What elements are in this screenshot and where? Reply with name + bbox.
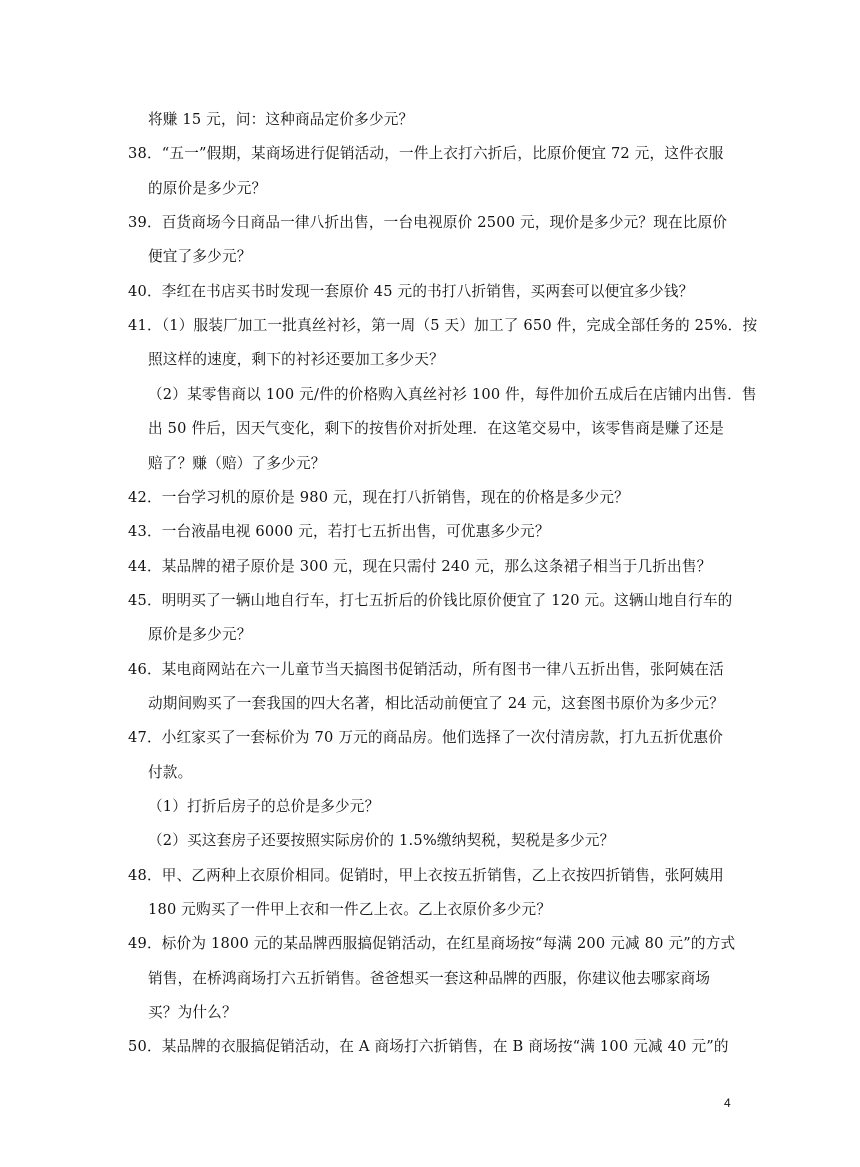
text-line: （2）某零售商以 100 元/件的价格购入真丝衬衫 100 件，每件加价五成后在店铺内出售．售 xyxy=(148,386,757,403)
text-line: 41．（1）服装厂加工一批真丝衬衫，第一周（5 天）加工了 650 件，完成全部任务的 25%．按 xyxy=(128,317,758,334)
text-line: 原价是多少元？ xyxy=(148,626,252,643)
text-line: 44．某品牌的裙子原价是 300 元，现在只需付 240 元，那么这条裙子相当于几折出售？ xyxy=(128,558,712,575)
text-line: （1）打折后房子的总价是多少元？ xyxy=(148,798,380,815)
text-line: 46．某电商网站在六一儿童节当天搞图书促销活动，所有图书一律八五折出售，张阿姨在活 xyxy=(128,661,724,678)
text-line: 45．明明买了一辆山地自行车，打七五折后的价钱比原价便宜了 120 元。这辆山地自行车的 xyxy=(128,592,733,609)
text-line: （2）买这套房子还要按照实际房价的 1.5%缴纳契税，契税是多少元？ xyxy=(148,832,615,849)
text-line: 48．甲、乙两种上衣原价相同。促销时，甲上衣按五折销售，乙上衣按四折销售，张阿姨用 xyxy=(128,867,724,884)
text-line: 47．小红家买了一套标价为 70 万元的商品房。他们选择了一次付清房款，打九五折优惠价 xyxy=(128,729,723,746)
text-line: 动期间购买了一套我国的四大名著，相比活动前便宜了 24 元，这套图书原价为多少元？ xyxy=(148,695,725,712)
text-line: 买？为什么？ xyxy=(148,1004,237,1021)
text-line: 将赚 15 元，问：这种商品定价多少元？ xyxy=(148,111,414,128)
text-line: 40．李红在书店买书时发现一套原价 45 元的书打八折销售，买两套可以便宜多少钱？ xyxy=(128,283,694,300)
text-line: 42．一台学习机的原价是 980 元，现在打八折销售，现在的价格是多少元？ xyxy=(128,489,629,506)
text-line: 出 50 件后，因天气变化，剩下的按售价对折处理．在这笔交易中，该零售商是赚了还是 xyxy=(148,420,725,437)
text-line: 的原价是多少元？ xyxy=(148,180,267,197)
text-line: 付款。 xyxy=(148,764,193,781)
text-line: 照这样的速度，剩下的衬衫还要加工多少天？ xyxy=(148,351,444,368)
text-line: 50．某品牌的衣服搞促销活动，在 A 商场打六折销售，在 B 商场按“满 100 元减 40 元”的 xyxy=(128,1038,729,1055)
text-line: 销售，在桥鸿商场打六五折销售。爸爸想买一套这种品牌的西服，你建议他去哪家商场 xyxy=(148,970,711,987)
page-number: 4 xyxy=(724,1096,731,1110)
text-line: 39．百货商场今日商品一律八折出售，一台电视原价 2500 元，现价是多少元？现在比原价 xyxy=(128,214,728,231)
text-line: 49．标价为 1800 元的某品牌西服搞促销活动，在红星商场按“每满 200 元减 80 元”的方式 xyxy=(128,935,736,952)
text-line: 180 元购买了一件甲上衣和一件乙上衣。乙上衣原价多少元？ xyxy=(148,901,552,918)
text-line: 43．一台液晶电视 6000 元，若打七五折出售，可优惠多少元？ xyxy=(128,523,550,540)
text-line: 赔了？赚（赔）了多少元？ xyxy=(148,455,326,472)
text-line: 38．“五一”假期，某商场进行促销活动，一件上衣打六折后，比原价便宜 72 元，这件衣服 xyxy=(128,145,724,162)
text-line: 便宜了多少元？ xyxy=(148,248,252,265)
